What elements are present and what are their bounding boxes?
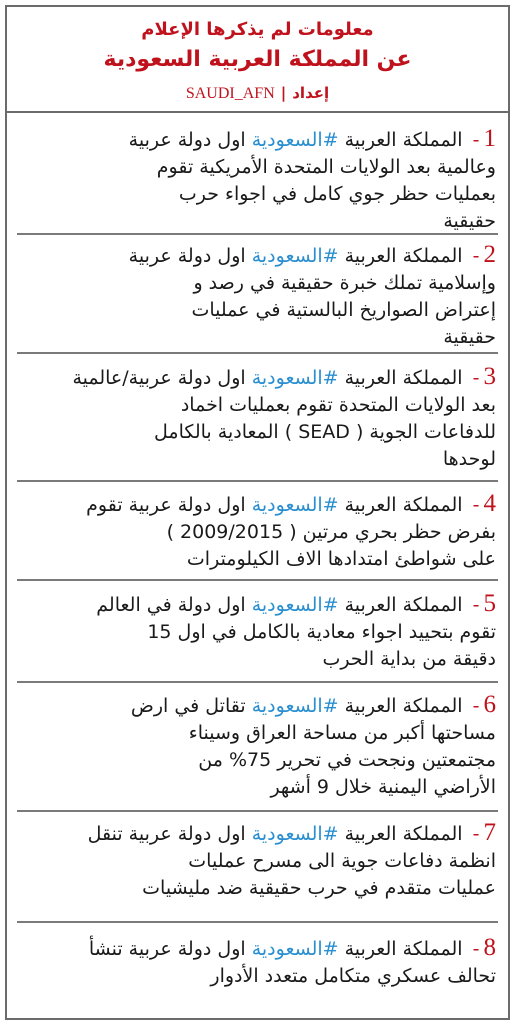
fact-line: مساحتها أكبر من مساحة العراق وسيناء bbox=[188, 722, 496, 744]
fact-first-line bbox=[21, 691, 496, 720]
fact-first-rest: اول دولة في العالم bbox=[96, 594, 246, 616]
fact-prefix: المملكة العربية bbox=[344, 695, 463, 717]
item-divider bbox=[17, 233, 498, 235]
fact-line: دقيقة من بداية الحرب bbox=[322, 648, 496, 670]
fact-first-rest: تقاتل في ارض bbox=[130, 695, 246, 717]
fact-line: وعالمية بعد الولايات المتحدة الأمريكية تقوم bbox=[156, 156, 496, 178]
fact-dash: - bbox=[472, 695, 480, 717]
fact-first-rest: اول دولة عربية bbox=[128, 245, 246, 267]
item-divider bbox=[17, 810, 498, 812]
item-divider bbox=[17, 480, 498, 482]
item-divider bbox=[17, 921, 498, 923]
fact-number: 2 bbox=[483, 241, 496, 268]
fact-item-6 bbox=[7, 691, 508, 801]
fact-first-line bbox=[21, 590, 496, 619]
fact-prefix: المملكة العربية bbox=[344, 938, 463, 960]
fact-item-4 bbox=[7, 490, 508, 573]
prepared-label: إعداد bbox=[292, 84, 330, 102]
fact-line: إعتراض الصواريخ البالستية في عمليات bbox=[191, 299, 496, 321]
infographic-frame bbox=[5, 5, 510, 1020]
fact-line: وإسلامية تملك خبرة حقيقية في رصد و bbox=[193, 272, 496, 294]
fact-first-line bbox=[21, 241, 496, 270]
fact-item-2 bbox=[7, 241, 508, 351]
hashtag-link[interactable]: #السعودية bbox=[251, 367, 339, 389]
hashtag-link[interactable]: #السعودية bbox=[251, 245, 339, 267]
fact-first-rest: اول دولة عربية تقوم bbox=[86, 494, 246, 516]
fact-line: بفرض حظر بحري مرتين ( 2009/2015 ) bbox=[166, 521, 496, 543]
fact-first-line bbox=[21, 934, 496, 963]
fact-line: تقوم بتحييد اجواء معادية بالكامل في اول 15 bbox=[147, 621, 496, 643]
fact-first-rest: اول دولة عربية تنشأ bbox=[88, 938, 246, 960]
fact-dash: - bbox=[472, 823, 480, 845]
fact-prefix: المملكة العربية bbox=[344, 129, 463, 151]
header-divider bbox=[7, 111, 508, 113]
fact-number: 6 bbox=[483, 691, 496, 718]
fact-line: حقيقية bbox=[443, 210, 496, 232]
credit-separator: | bbox=[280, 84, 287, 102]
fact-dash: - bbox=[472, 367, 480, 389]
fact-line: بعد الولايات المتحدة تقوم بعمليات اخماد bbox=[180, 394, 496, 416]
hashtag-link[interactable]: #السعودية bbox=[251, 594, 339, 616]
fact-prefix: المملكة العربية bbox=[344, 494, 463, 516]
hashtag-link[interactable]: #السعودية bbox=[251, 938, 339, 960]
fact-item-1 bbox=[7, 125, 508, 235]
fact-prefix: المملكة العربية bbox=[344, 367, 463, 389]
fact-line: عمليات متقدم في حرب حقيقية ضد مليشيات bbox=[142, 877, 496, 899]
header-title-line1: معلومات لم يذكرها الإعلام bbox=[141, 19, 374, 40]
fact-line: حقيقية bbox=[443, 326, 496, 348]
header-credit bbox=[7, 83, 508, 104]
fact-item-3 bbox=[7, 363, 508, 473]
fact-first-line bbox=[21, 125, 496, 154]
hashtag-link[interactable]: #السعودية bbox=[251, 129, 339, 151]
fact-item-8 bbox=[7, 934, 508, 990]
fact-first-rest: اول دولة عربية bbox=[128, 129, 246, 151]
fact-line: على شواطئ امتدادها الاف الكيلومترات bbox=[186, 548, 496, 570]
fact-line: لوحدها bbox=[442, 448, 496, 470]
item-divider bbox=[17, 352, 498, 354]
fact-prefix: المملكة العربية bbox=[344, 245, 463, 267]
fact-dash: - bbox=[472, 245, 480, 267]
fact-first-line bbox=[21, 363, 496, 392]
fact-first-rest: اول دولة عربية/عالمية bbox=[72, 367, 246, 389]
fact-line: انظمة دفاعات جوية الى مسرح عمليات bbox=[188, 850, 496, 872]
item-divider bbox=[17, 681, 498, 683]
fact-item-5 bbox=[7, 590, 508, 673]
header-title-line2: عن المملكة العربية السعودية bbox=[103, 47, 412, 72]
fact-first-rest: اول دولة عربية تنقل bbox=[87, 823, 246, 845]
author-handle: SAUDI_AFN bbox=[185, 85, 275, 102]
fact-number: 1 bbox=[483, 125, 496, 152]
fact-item-7 bbox=[7, 819, 508, 902]
fact-number: 7 bbox=[483, 819, 496, 846]
fact-dash: - bbox=[472, 594, 480, 616]
fact-first-line bbox=[21, 490, 496, 519]
fact-prefix: المملكة العربية bbox=[344, 823, 463, 845]
fact-dash: - bbox=[472, 129, 480, 151]
fact-prefix: المملكة العربية bbox=[344, 594, 463, 616]
fact-dash: - bbox=[472, 494, 480, 516]
hashtag-link[interactable]: #السعودية bbox=[251, 695, 339, 717]
fact-number: 3 bbox=[483, 363, 496, 390]
fact-line: الأراضي اليمنية خلال 9 أشهر bbox=[270, 776, 496, 798]
item-divider bbox=[17, 579, 498, 581]
hashtag-link[interactable]: #السعودية bbox=[251, 494, 339, 516]
hashtag-link[interactable]: #السعودية bbox=[251, 823, 339, 845]
fact-number: 5 bbox=[483, 590, 496, 617]
fact-number: 4 bbox=[483, 490, 496, 517]
fact-number: 8 bbox=[483, 934, 496, 961]
fact-line: للدفاعات الجوية ( SEAD ) المعادية بالكامل bbox=[154, 421, 496, 443]
header bbox=[7, 7, 508, 111]
fact-line: بعمليات حظر جوي كامل في اجواء حرب bbox=[178, 183, 496, 205]
fact-first-line bbox=[21, 819, 496, 848]
fact-line: تحالف عسكري متكامل متعدد الأدوار bbox=[210, 965, 496, 987]
fact-line: مجتمعتين ونجحت في تحرير 75% من bbox=[198, 749, 496, 771]
fact-dash: - bbox=[472, 938, 480, 960]
